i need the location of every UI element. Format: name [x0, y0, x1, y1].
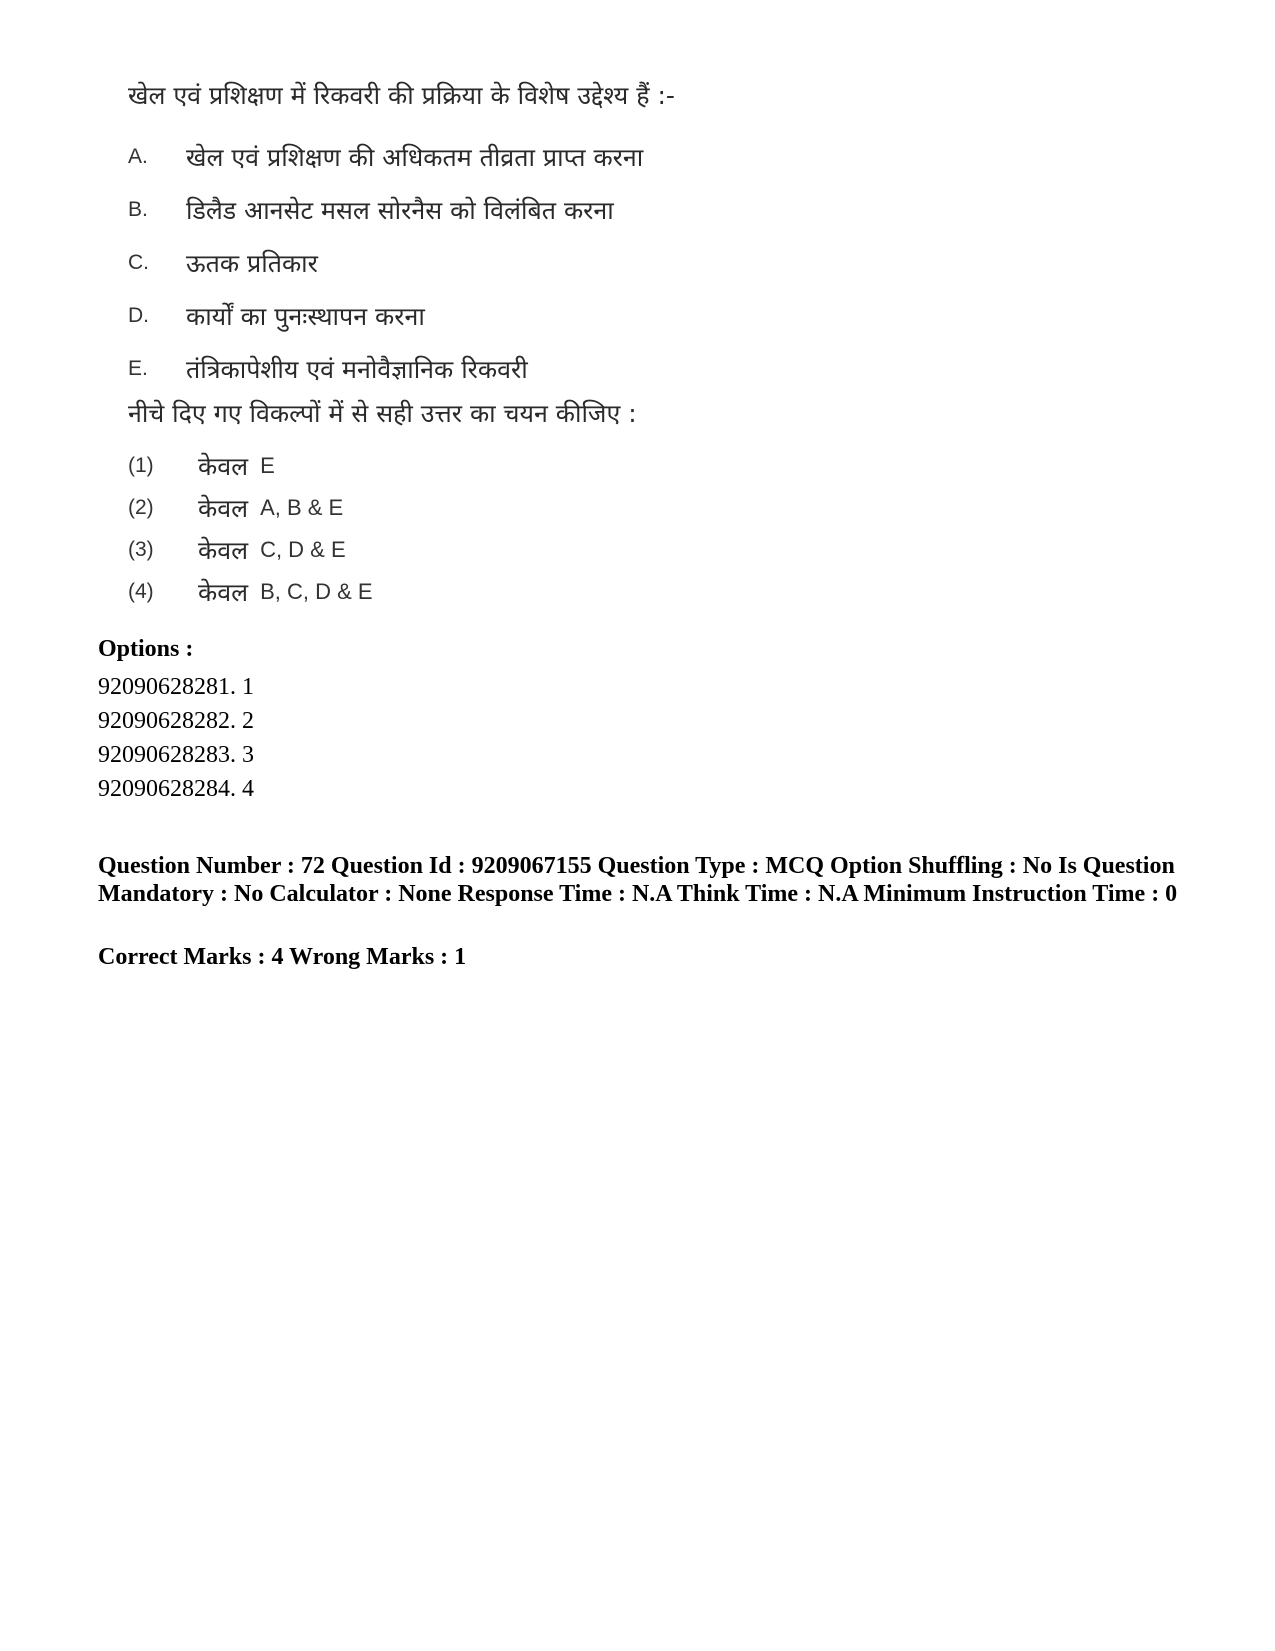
statement-d [128, 289, 848, 342]
options-list [98, 670, 1178, 806]
statement-text: ऊतक प्रतिकार [186, 248, 318, 278]
option-item: 92090628284. 4 [98, 776, 254, 802]
options-title: Options : [98, 636, 194, 662]
statement-text: कार्यों का पुनःस्थापन करना [186, 301, 425, 331]
choice-sets: B, C, D & E [260, 579, 373, 604]
choice-sets: C, D & E [260, 537, 346, 562]
choice-only-word: केवल [198, 536, 249, 565]
statement-letter: A. [128, 144, 148, 168]
choice-number: (1) [128, 454, 154, 477]
choice-2 [128, 487, 848, 529]
statement-a [128, 130, 848, 183]
choice-only-word: केवल [198, 494, 249, 523]
choice-sets: E [260, 453, 275, 478]
statement-text: तंत्रिकापेशीय एवं मनोवैज्ञानिक रिकवरी [186, 354, 528, 384]
choice-only-word: केवल [198, 452, 249, 481]
choice-number: (4) [128, 580, 154, 603]
statement-e [128, 342, 848, 395]
option-item: 92090628283. 3 [98, 742, 254, 768]
statement-letter: E. [128, 356, 148, 380]
choice-3 [128, 529, 848, 571]
choice-only-word: केवल [198, 578, 249, 607]
statement-letter: C. [128, 250, 149, 274]
question-image-block [128, 78, 848, 613]
choice-number: (2) [128, 496, 154, 519]
choice-1 [128, 445, 848, 487]
statement-letter: D. [128, 303, 149, 327]
choice-sets: A, B & E [260, 495, 344, 520]
choice-4 [128, 571, 848, 613]
option-item: 92090628282. 2 [98, 708, 254, 734]
statement-text: डिलैड आनसेट मसल सोरनैस को विलंबित करना [186, 195, 614, 225]
question-instruction: नीचे दिए गए विकल्पों में से सही उत्तर का चयन कीजिए : [128, 399, 637, 428]
question-marks: Correct Marks : 4 Wrong Marks : 1 [98, 944, 467, 970]
statement-text: खेल एवं प्रशिक्षण की अधिकतम तीव्रता प्राप्त करना [186, 142, 644, 172]
choice-number: (3) [128, 538, 154, 561]
option-item: 92090628281. 1 [98, 674, 254, 700]
statement-letter: B. [128, 197, 148, 221]
statement-b [128, 183, 848, 236]
question-info: Question Number : 72 Question Id : 9209067155 Question Type : MCQ Option Shuffling : No Is Question Mandatory : No Calculator : None Response Time : N.A Think Time : N.A Minimum Instruction Time : 0 [98, 853, 1178, 907]
statement-c [128, 236, 848, 289]
question-stem: खेल एवं प्रशिक्षण में रिकवरी की प्रक्रिया के विशेष उद्देश्य हैं :- [128, 81, 675, 110]
